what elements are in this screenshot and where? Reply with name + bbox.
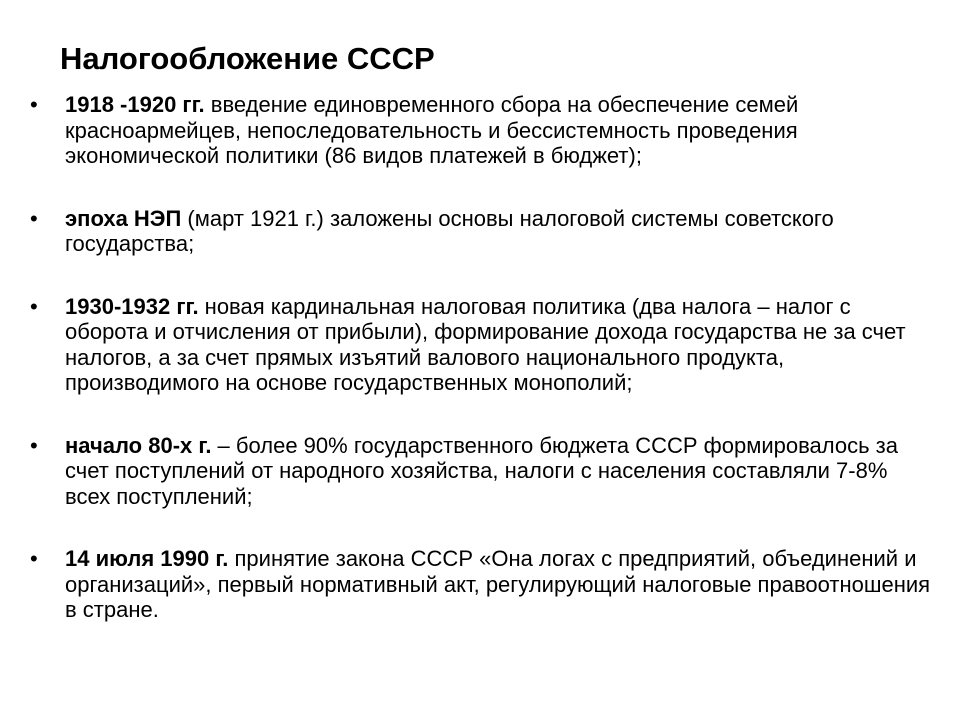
bullet-item — [30, 206, 935, 257]
bullet-body-text: новая кардинальная налоговая политика (два налога – налог с оборота и отчисления от прибыли), формирование дохода государства не за счет налогов, а за счет прямых изъятий валового национального продукта, производимого на основе государственных монополий; — [65, 293, 906, 395]
bullet-point-icon: • — [30, 293, 38, 319]
bullet-body-text: принятие закона СССР «Она логах с предприятий, объединений и организаций», первый нормативный акт, регулирующий налоговые правоотношения в стране. — [65, 546, 931, 622]
bullet-lead-text: 1930-1932 гг. — [65, 293, 199, 319]
bullet-body-text: введение единовременного сбора на обеспечение семей красноармейцев, непоследовательность и бессистемность проведения экономической политики (86 видов платежей в бюджет); — [65, 92, 799, 168]
bullet-item — [30, 433, 935, 510]
bullet-item — [30, 294, 935, 396]
slide-title: Налогообложение СССР — [60, 41, 435, 76]
bullet-body-text: (март 1921 г.) заложены основы налоговой системы советского государства; — [65, 205, 834, 256]
bullet-point-icon: • — [30, 432, 38, 458]
bullet-body-text: – более 90% государственного бюджета СССР формировалось за счет поступлений от народного хозяйства, налоги с населения составляли 7-8% всех поступлений; — [65, 432, 898, 509]
bullet-point-icon: • — [30, 92, 38, 117]
bullet-lead-text: начало 80-х г. — [65, 432, 212, 458]
bullet-point-icon: • — [30, 546, 38, 571]
bullet-list — [30, 92, 935, 623]
bullet-item — [30, 546, 935, 623]
bullet-lead-text: 14 июля 1990 г. — [65, 546, 229, 571]
bullet-lead-text: эпоха НЭП — [65, 205, 182, 231]
bullet-point-icon: • — [30, 205, 38, 231]
bullet-item — [30, 92, 935, 169]
bullet-lead-text: 1918 -1920 гг. — [65, 92, 205, 117]
